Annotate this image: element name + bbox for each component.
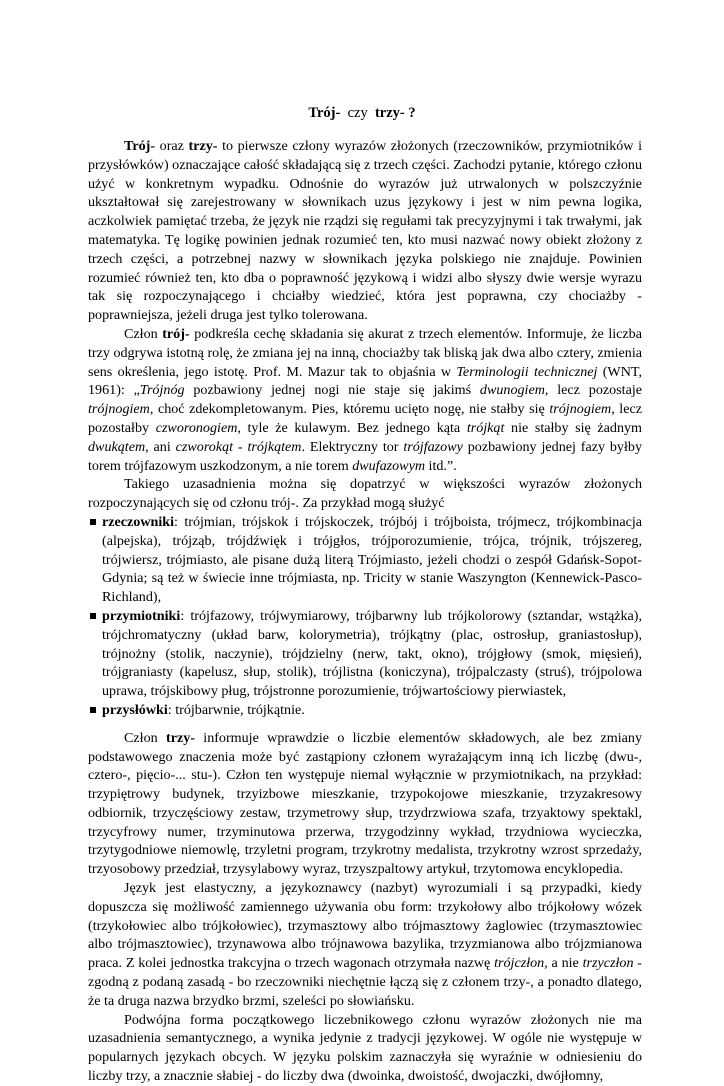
italic-term: czworonogiem bbox=[155, 419, 238, 436]
bold-term: Trój- bbox=[124, 138, 156, 154]
list-text: : trójbarwnie, trójkątnie. bbox=[167, 701, 305, 718]
text-run: podkreśla cechę składania się akurat z trzech elementów. Informuje, że liczba trzy odgrywa istotną rolę, że zmiana jej na inną, chociażby tak bliską jak dwa albo cztery, zmienia sens określenia, jego istotę. Prof. M. Mazur tak to objaśnia w bbox=[88, 325, 642, 380]
bold-term: trzy- bbox=[188, 138, 218, 154]
text-run: informuje wprawdzie o liczbie elementów składowych, ale bez zmiany podstawowego znaczenia może być zastąpiony członem wyrażającym inną ich liczbę (dwu-, cztero-, pięcio-... stu-). Człon ten występuje niemal wyłącznie w przymiotnikach, na przykład: trzypiętrowy budynek, trzyizbowe mieszkanie, trzypokojowe mieszkanie, trzyzakresowy odbiornik, trzyczęściowy zestaw, trzymetrowy słup, trzydrzwiowa szafa, trzyaktowy spektakl, trzycyfrowy numer, trzyminutowa przerwa, trzygodzinny wykład, trzydniowa wycieczka, trzytygodniowe niemowlę, trzyletni program, trzykrotny medalista, trzykrotny wzrost sprzedaży, trzyosobowy przedział, trzysylabowy wyraz, trzyszpaltowy artykuł, trzytomowa encyklopedia. bbox=[88, 729, 642, 878]
italic-term: Trójnóg bbox=[139, 382, 185, 399]
list-item-przymiotniki bbox=[102, 607, 642, 701]
text-run: itd.”. bbox=[425, 457, 457, 474]
text-run: , lecz pozostałby bbox=[88, 401, 642, 436]
paragraph-elastic bbox=[88, 879, 642, 1011]
text-run: Człon bbox=[124, 729, 166, 746]
list-term: przymiotniki bbox=[102, 607, 181, 624]
examples-list bbox=[88, 513, 642, 720]
document-body bbox=[88, 137, 642, 1086]
paragraph-double-form: Podwójna forma początkowego liczebnikowego członu wyrazów złożonych nie ma uzasadnienia semantycznego, a wynika jedynie z tradycji językowej. W ogóle nie występuje w popularnych językach obcych. W języku polskim zaznaczyła się wyraźnie w odniesieniu do liczby trzy, a znacznie słabiej - do liczby dwa (dwoinka, dwoistość, dwojaczki, dwójłomny, bbox=[88, 1011, 642, 1085]
text-run: to pierwsze człony wyrazów złożonych (rzeczowników, przymiotników i przysłówków) oznaczające całość składającą się z trzech części. Zachodzi pytanie, którego członu użyć w konkretnym wypadku. Odnośnie do wyrazów już utrwalonych w polszczyźnie ukształtował się zarejestrowany w słownikach uzus językowy i jest w nim pewna logika, aczkolwiek pamiętać trzeba, że język nie rządzi się regułami tak precyzyjnymi i tak trwałymi, jak matematyka. Tę logikę powinien jednak rozumieć ten, kto musi nazwać nowy obiekt złożony z trzech części, a potrzebnej nazwy w słownikach języka polskiego nie znajduje. Powinien rozumieć również ten, kto dba o poprawność językową i widzi albo słyszy dwie wersje wyrazu tak się rozpoczynającego i chciałby wiedzieć, która jest poprawna, czy chociażby - poprawniejsza, jeżeli druga jest tylko tolerowana. bbox=[88, 138, 642, 324]
italic-term: trójnogiem bbox=[88, 401, 150, 418]
text-run: pozbawiony jednej fazy byłby torem trójfazowym uszkodzonym, a nie torem bbox=[88, 438, 642, 474]
list-text: : trójfazowy, trójwymiarowy, trójbarwny lub trójkolorowy (sztandar, wstążka), trójchromatyczny (układ barw, kolorymetria), trójkątny (plac, ostrosłup, graniastosłup), trójnożny (stolik, naczynie), trójdzielny (nerw, takt, okno), trójgłowy (smok, mięsień), trójgraniasty (kapelusz, słup, stolik), trójlistna (koniczyna), trójpalczasty (struś), trójpolowa uprawa, trójskibowy pług, trójstronne porozumienie, trójwartościowy pierwiastek, bbox=[102, 607, 642, 700]
title-czy: czy bbox=[340, 105, 375, 121]
italic-term: czworokąt - trójkątem bbox=[175, 438, 302, 455]
italic-term: trójnogiem bbox=[549, 401, 612, 418]
italic-term: trójfazowy bbox=[403, 438, 463, 455]
title-trzy: trzy- ? bbox=[374, 105, 416, 121]
italic-term: trójkąt bbox=[466, 419, 505, 436]
list-item-rzeczowniki bbox=[102, 513, 642, 607]
italic-term: dwukątem bbox=[88, 438, 146, 455]
text-run: nie stałby się żadnym bbox=[504, 419, 643, 436]
text-run: oraz bbox=[155, 138, 189, 154]
text-run: , tyle że kulawym. Bez jednego kąta bbox=[237, 419, 467, 436]
text-run: , ani bbox=[145, 438, 176, 455]
text-run: Język jest elastyczny, a językoznawcy (nazbyt) wyrozumiali i są przypadki, kiedy dopuszcza się możliwość zamiennego używania obu form: trzykołowy albo trójkołowy wózek (trzykołowiec albo trójkołowiec), trzymasztowy albo trójmasztowy żaglowiec (trzymasztowiec albo trójmasztowiec), trzynawowa albo trójnawowa bazylika, trzyzmianowa albo trójzmianowa praca. Z kolei jednostka trakcyjna o trzech wagonach otrzymała nazwę bbox=[88, 880, 642, 972]
text-run: pozbawiony jednej nogi nie staje się jakimś bbox=[184, 382, 480, 399]
text-run: . Elektryczny tor bbox=[301, 438, 404, 455]
paragraph-trzy bbox=[88, 729, 642, 879]
text-run: , lecz pozostaje bbox=[544, 382, 642, 399]
italic-term: trójczłon bbox=[494, 955, 545, 972]
list-text: : trójmian, trójskok i trójskoczek, trójbój i trójboista, trójmecz, trójkombinacja (alpejska), trójząb, trójdźwięk i trójgłos, trójporozumienie, trójca, trójnik, trójszereg, trójwiersz, trójmiasto, ale pisane dużą literą Trójmiasto, jeżeli chodzi o zespół Gdańsk-Sopot-Gdynia; są też w świecie inne trójmiasta, np. Tricity w stanie Waszyngton (Kennewick-Pasco-Richland), bbox=[102, 513, 642, 606]
document-title bbox=[0, 104, 724, 122]
italic-term: dwunogiem bbox=[479, 382, 545, 399]
italic-term: dwufazowym bbox=[352, 457, 426, 474]
paragraph-examples-intro: Takiego uzasadnienia można się dopatrzyć w większości wyrazów złożonych rozpoczynających się od członu trój-. Za przykład mogą służyć bbox=[88, 476, 642, 512]
paragraph-intro bbox=[88, 137, 642, 325]
text-run: Człon bbox=[124, 325, 163, 342]
text-run: - zgodną z podaną zasadą - bo rzeczowniki niechętnie łączą się z członem trzy-, a ponadto dlatego, że ta druga nazwa brzydko brzmi, szeleści po słowiańsku. bbox=[88, 955, 642, 1009]
text-run: (WNT, 1961): „ bbox=[88, 363, 642, 399]
bold-term: trój- bbox=[162, 325, 190, 342]
title-trój: Trój- bbox=[308, 105, 341, 121]
paragraph-troj bbox=[88, 325, 642, 475]
list-term: przysłówki bbox=[102, 701, 168, 718]
text-run: , a nie bbox=[544, 955, 583, 972]
list-term: rzeczowniki bbox=[102, 513, 175, 530]
italic-term: trzyczłon bbox=[582, 955, 634, 972]
bold-term: trzy- bbox=[166, 729, 195, 746]
text-run: , choć zdekompletowanym. Pies, któremu ucięto nogę, nie stałby się bbox=[149, 401, 550, 418]
italic-term: Terminologii technicznej bbox=[456, 363, 598, 380]
list-item-przyslowki bbox=[102, 701, 642, 720]
